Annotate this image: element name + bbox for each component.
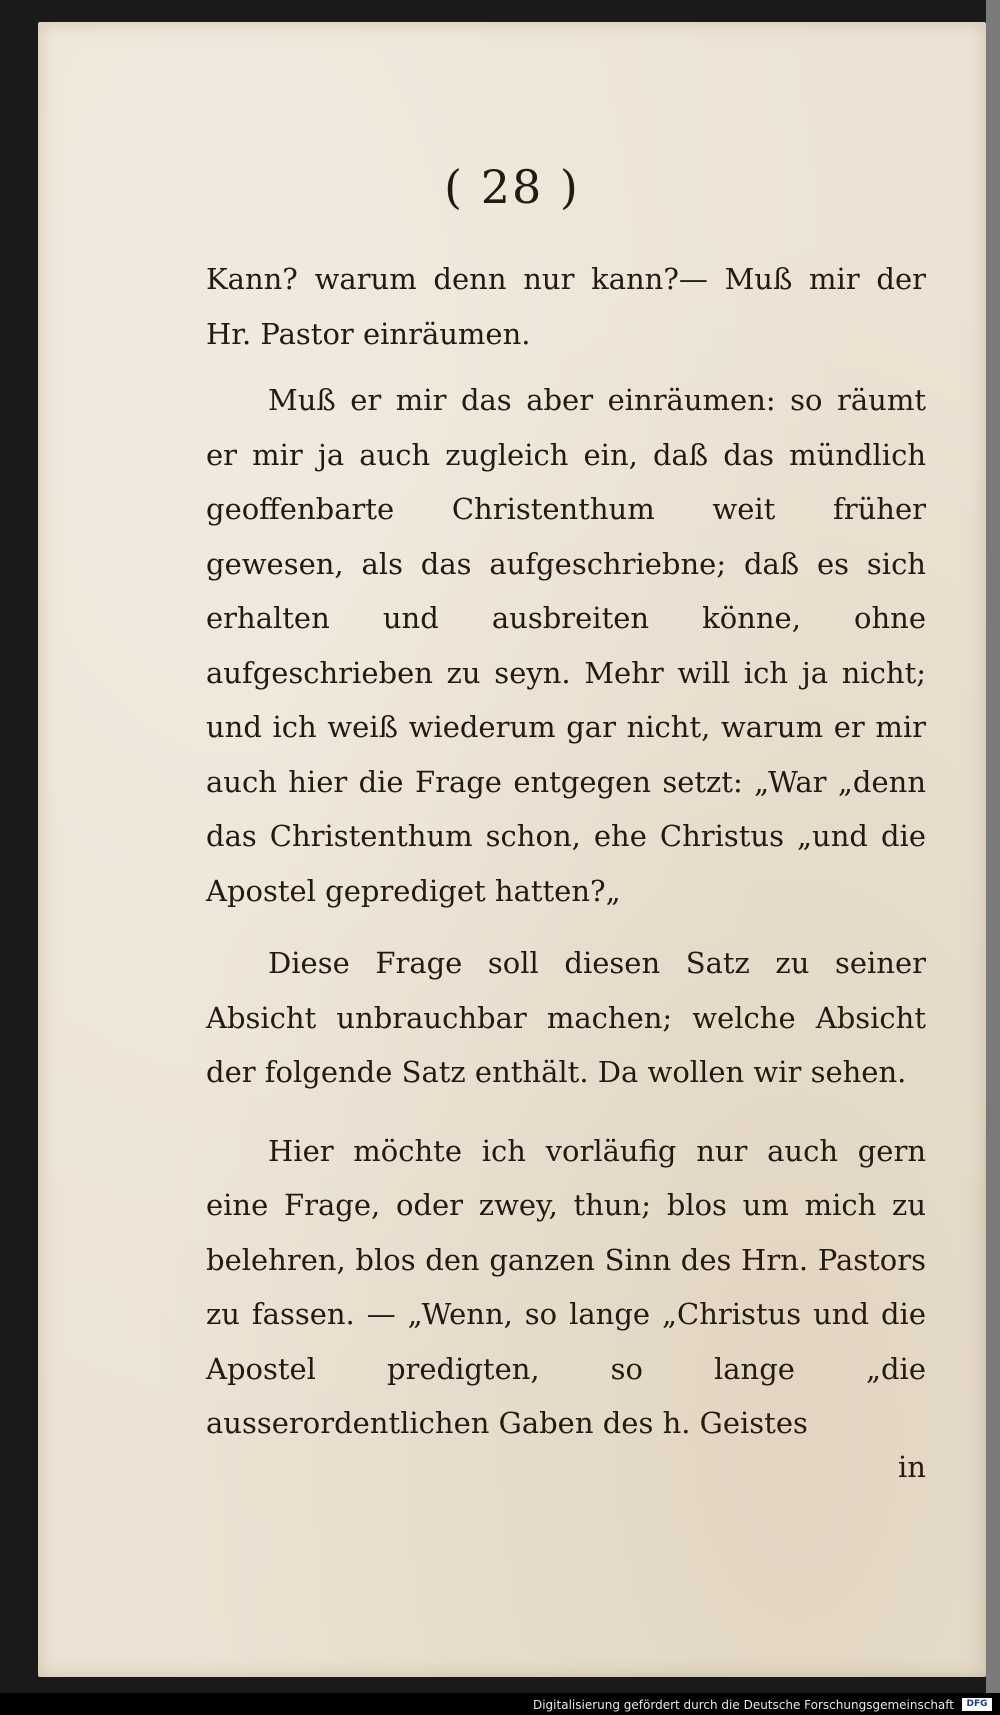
paragraph-continuation: Kann? warum denn nur kann?— Muß mir der Hr. Pastor einräumen. [206,262,926,351]
dfg-logo: DFG [962,1698,992,1711]
paragraph-gap [206,1100,926,1124]
paragraph: Hier möchte ich vorläufig nur auch gern eine Frage, oder zwey, thun; blos um mich zu belehren, blos den ganzen Sinn des Hrn. Pastors zu fassen. — „Wenn, so lange „Christus und die Apostel predigten, so lange „die ausserordentlichen Gaben des h. Geistes [206,1133,926,1440]
catchword: in [898,1450,926,1484]
paragraph: Diese Frage soll diesen Satz zu seiner Absicht unbrauchbar machen; welche Absicht der folgende Satz enthält. Da wollen wir sehen. [206,946,926,1089]
footer-bar [0,1693,1000,1715]
book-page [38,22,986,1677]
paragraph-gap [206,361,926,373]
text-block [206,252,926,1451]
page-number: ( 28 ) [444,160,580,214]
paragraph: Muß er mir das aber einräumen: so räumt er mir ja auch zugleich ein, daß das mündlich geoffenbarte Christenthum weit früher gewesen, als das aufgeschriebne; daß es sich erhalten und ausbreiten könne, ohne aufgeschrieben zu seyn. Mehr will ich ja nicht; und ich weiß wiederum gar nicht, warum er mir auch hier die Frage entgegen setzt: „War „denn das Christenthum schon, ehe Christus „und die Apostel geprediget hatten?„ [206,383,926,908]
funding-credit: Digitalisierung gefördert durch die Deutsche Forschungsgemeinschaft [532,1698,954,1712]
paragraph-gap [206,918,926,936]
scan-edge-strip [986,0,1000,1715]
